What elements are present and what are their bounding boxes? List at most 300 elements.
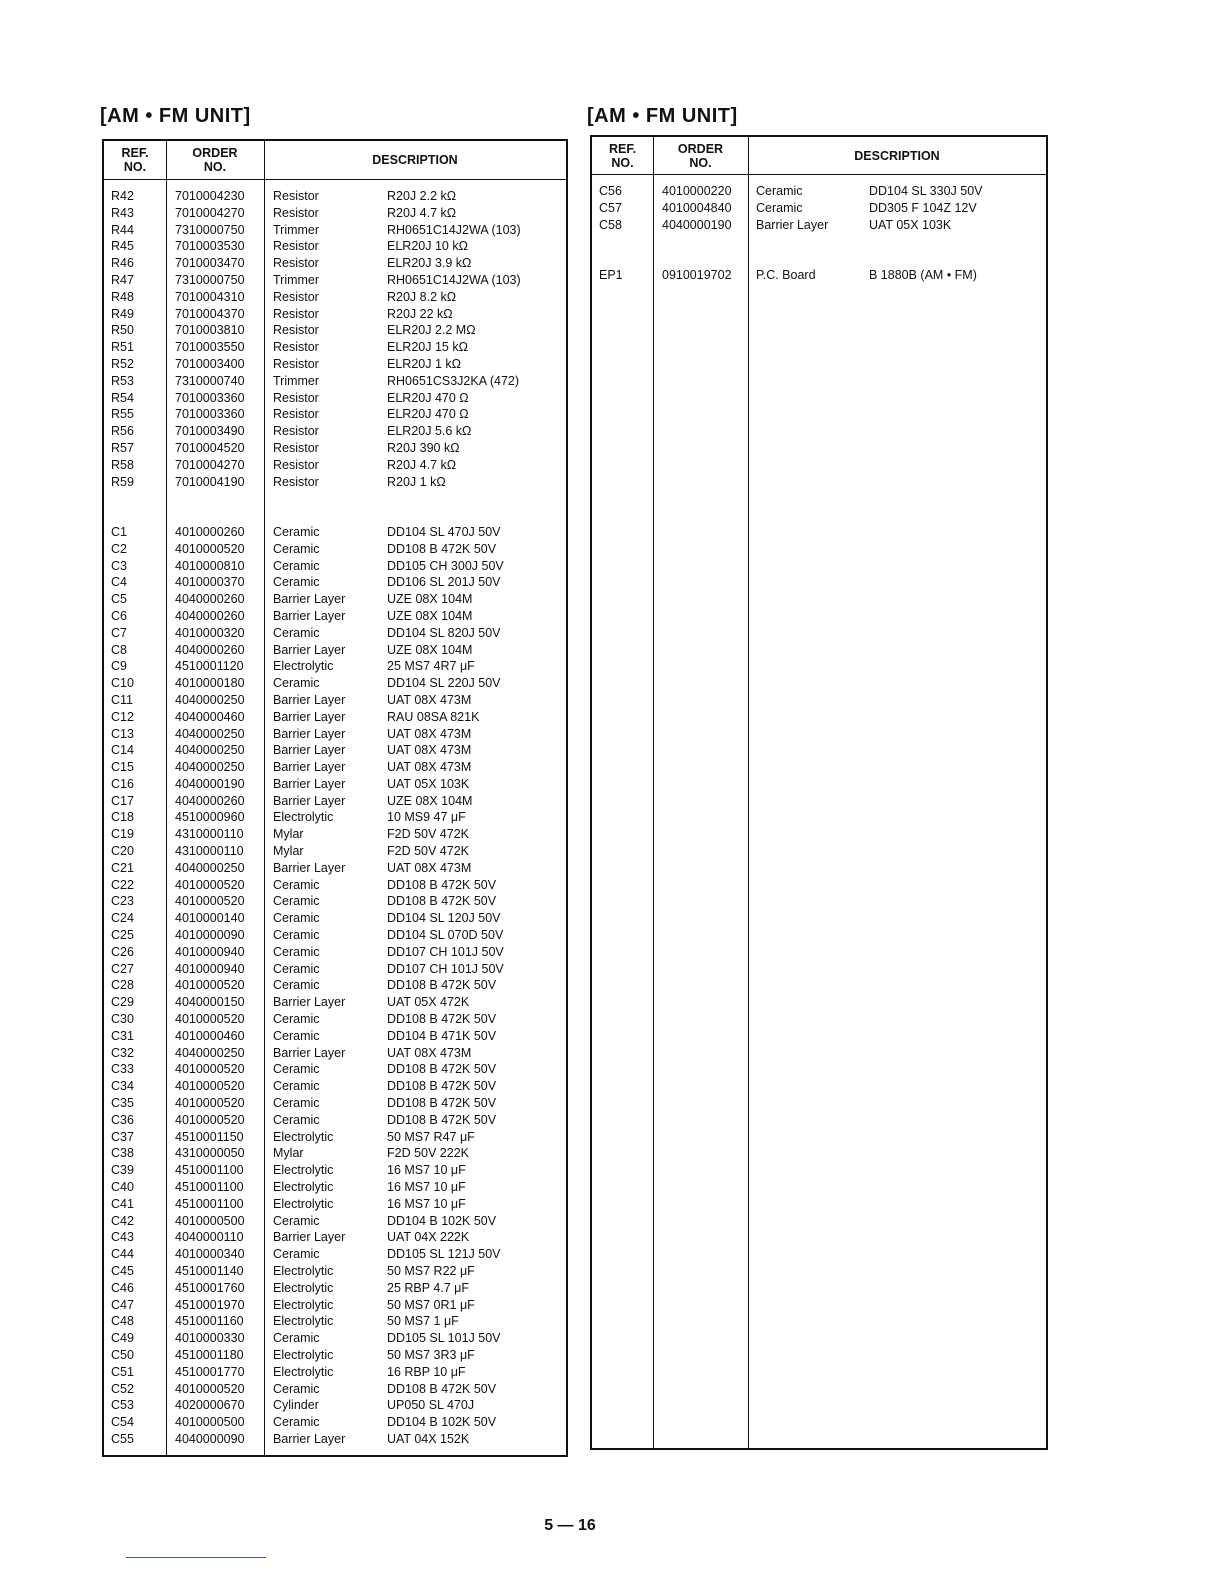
- order-no-cell: 4040000260: [175, 608, 245, 623]
- table-row: [104, 440, 566, 457]
- table-row: [104, 793, 566, 810]
- ref-no-cell: C29: [111, 995, 134, 1010]
- table-row: [104, 809, 566, 826]
- table-row: [104, 759, 566, 776]
- part-spec-cell: 10 MS9 47 μF: [387, 810, 466, 825]
- order-no-cell: 7010003810: [175, 323, 245, 338]
- part-spec-cell: R20J 8.2 kΩ: [387, 289, 457, 304]
- ref-no-cell: C14: [111, 743, 134, 758]
- ref-no-cell: C5: [111, 592, 127, 607]
- part-spec-cell: 50 MS7 0R1 μF: [387, 1297, 475, 1312]
- row-spacer: [104, 490, 566, 507]
- order-no-cell: 4010000330: [175, 1331, 245, 1346]
- table-row: [104, 322, 566, 339]
- ref-no-cell: R55: [111, 407, 134, 422]
- order-no-cell: 4510001160: [175, 1314, 244, 1329]
- ref-no-cell: C41: [111, 1196, 134, 1211]
- table-row: [104, 1145, 566, 1162]
- part-type-cell: Ceramic: [273, 1112, 320, 1127]
- part-spec-cell: UP050 SL 470J: [387, 1398, 475, 1413]
- part-type-cell: Ceramic: [756, 200, 803, 215]
- order-no-cell: 7010003550: [175, 340, 245, 355]
- part-spec-cell: DD108 B 472K 50V: [387, 894, 497, 909]
- ref-no-cell: C17: [111, 793, 134, 808]
- part-spec-cell: UAT 05X 472K: [387, 995, 470, 1010]
- table-row: [104, 1112, 566, 1129]
- part-spec-cell: DD107 CH 101J 50V: [387, 961, 504, 976]
- ref-no-cell: R53: [111, 373, 134, 388]
- table-row: [104, 1397, 566, 1414]
- part-type-cell: Resistor: [273, 306, 319, 321]
- part-type-cell: Cylinder: [273, 1398, 319, 1413]
- ref-no-cell: C6: [111, 608, 127, 623]
- table-row: [104, 642, 566, 659]
- ref-no-cell: C19: [111, 827, 134, 842]
- order-no-cell: 4040000460: [175, 709, 245, 724]
- part-type-cell: Resistor: [273, 474, 319, 489]
- ref-no-cell: C10: [111, 676, 134, 691]
- table-row: [104, 1431, 566, 1448]
- part-spec-cell: RH0651C14J2WA (103): [387, 222, 521, 237]
- order-no-cell: 4040000110: [175, 1230, 244, 1245]
- ref-no-cell: R48: [111, 289, 134, 304]
- order-no-cell: 4040000250: [175, 743, 245, 758]
- part-spec-cell: F2D 50V 472K: [387, 827, 469, 842]
- order-no-cell: 7010004230: [175, 189, 245, 203]
- table-row: [104, 373, 566, 390]
- part-spec-cell: 50 MS7 R47 μF: [387, 1129, 475, 1144]
- part-type-cell: Electrolytic: [273, 1264, 334, 1278]
- table-row: [592, 200, 1046, 217]
- part-spec-cell: R20J 22 kΩ: [387, 306, 453, 321]
- ref-no-cell: C11: [111, 692, 134, 707]
- part-spec-cell: DD108 B 472K 50V: [387, 1096, 497, 1111]
- part-spec-cell: UAT 08X 473M: [387, 860, 472, 875]
- ref-no-cell: C4: [111, 575, 127, 590]
- order-no-cell: 4010000460: [175, 1028, 245, 1043]
- part-spec-cell: DD104 SL 330J 50V: [869, 184, 983, 198]
- part-type-cell: Electrolytic: [273, 1129, 334, 1144]
- ref-no-cell: R54: [111, 390, 134, 405]
- part-spec-cell: R20J 1 kΩ: [387, 474, 446, 489]
- order-no-cell: 4510000960: [175, 810, 245, 825]
- table-row: [104, 457, 566, 474]
- part-type-cell: Electrolytic: [273, 1297, 334, 1312]
- table-row: [104, 1028, 566, 1045]
- part-spec-cell: DD108 B 472K 50V: [387, 978, 497, 993]
- ref-no-cell: C36: [111, 1112, 134, 1127]
- part-type-cell: Ceramic: [273, 625, 320, 640]
- table-row: [104, 726, 566, 743]
- order-no-cell: 7010003490: [175, 424, 245, 439]
- table-row: [104, 1213, 566, 1230]
- order-no-cell: 4010000520: [175, 978, 245, 993]
- ref-no-cell: C27: [111, 961, 134, 976]
- part-type-cell: Ceramic: [273, 575, 320, 590]
- part-type-cell: Mylar: [273, 1146, 304, 1161]
- part-spec-cell: DD104 SL 470J 50V: [387, 524, 501, 539]
- ref-no-cell: C35: [111, 1096, 134, 1111]
- table-row: [104, 574, 566, 591]
- part-spec-cell: 25 MS7 4R7 μF: [387, 659, 475, 674]
- ref-no-cell: R44: [111, 222, 134, 237]
- ref-no-cell: C37: [111, 1129, 134, 1144]
- part-spec-cell: ELR20J 5.6 kΩ: [387, 424, 472, 439]
- ref-no-cell: C22: [111, 877, 134, 892]
- part-type-cell: Barrier Layer: [273, 1431, 346, 1446]
- part-spec-cell: 50 MS7 R22 μF: [387, 1264, 475, 1278]
- table-row: [104, 1381, 566, 1398]
- part-spec-cell: DD104 B 102K 50V: [387, 1213, 497, 1228]
- order-no-cell: 4040000150: [175, 995, 245, 1010]
- ref-no-cell: C45: [111, 1264, 134, 1278]
- table-row: [104, 1129, 566, 1146]
- part-type-cell: Ceramic: [273, 1096, 320, 1111]
- order-no-cell: 4310000110: [175, 827, 244, 842]
- order-no-cell: 4040000190: [175, 776, 245, 791]
- ref-no-cell: C21: [111, 860, 134, 875]
- order-no-cell: 4040000090: [175, 1431, 245, 1446]
- table-row: [104, 1246, 566, 1263]
- part-spec-cell: UAT 08X 473M: [387, 743, 472, 758]
- table-row: [104, 893, 566, 910]
- order-no-header: ORDER NO.: [677, 141, 724, 170]
- part-type-cell: Electrolytic: [273, 1163, 334, 1178]
- part-type-cell: Resistor: [273, 323, 319, 338]
- ref-no-cell: C49: [111, 1331, 134, 1346]
- ref-no-cell: C24: [111, 911, 134, 926]
- order-no-cell: 4010000520: [175, 1112, 245, 1127]
- table-row: [104, 306, 566, 323]
- order-no-cell: 7010003470: [175, 256, 245, 271]
- table-row: [104, 977, 566, 994]
- order-no-cell: 4010000520: [175, 877, 245, 892]
- description-header: DESCRIPTION: [372, 153, 458, 167]
- part-type-cell: Barrier Layer: [273, 642, 346, 657]
- order-no-cell: 7010004270: [175, 457, 245, 472]
- part-type-cell: Electrolytic: [273, 810, 334, 825]
- order-no-cell: 4010000260: [175, 524, 245, 539]
- table-row: [104, 742, 566, 759]
- part-type-cell: Resistor: [273, 457, 319, 472]
- order-no-cell: 4510001150: [175, 1129, 244, 1144]
- part-spec-cell: DD108 B 472K 50V: [387, 1381, 497, 1396]
- ref-no-cell: C13: [111, 726, 134, 741]
- order-no-cell: 4010000520: [175, 1012, 245, 1027]
- order-no-cell: 7010003400: [175, 356, 245, 371]
- table-row: [104, 826, 566, 843]
- ref-no-cell: C32: [111, 1045, 134, 1060]
- ref-no-cell: C39: [111, 1163, 134, 1178]
- part-type-cell: Ceramic: [273, 1062, 320, 1077]
- ref-no-cell: R50: [111, 323, 134, 338]
- ref-no-cell: C54: [111, 1415, 134, 1430]
- ref-no-cell: C47: [111, 1297, 134, 1312]
- part-type-cell: Ceramic: [273, 541, 320, 556]
- part-spec-cell: UAT 08X 473M: [387, 760, 472, 775]
- order-no-cell: 4040000260: [175, 592, 245, 607]
- part-spec-cell: RAU 08SA 821K: [387, 709, 480, 724]
- ref-no-cell: C12: [111, 709, 134, 724]
- part-spec-cell: UAT 08X 473M: [387, 692, 472, 707]
- part-type-cell: Electrolytic: [273, 1196, 334, 1211]
- order-no-cell: 4010000090: [175, 928, 245, 943]
- ref-no-cell: C26: [111, 944, 134, 959]
- part-type-cell: Ceramic: [273, 961, 320, 976]
- ref-no-cell: C15: [111, 760, 134, 775]
- table-row: [104, 558, 566, 575]
- table-row: [104, 339, 566, 356]
- part-type-cell: Barrier Layer: [273, 776, 346, 791]
- part-spec-cell: UZE 08X 104M: [387, 793, 473, 808]
- part-type-cell: Ceramic: [273, 1381, 320, 1396]
- ref-no-cell: C25: [111, 928, 134, 943]
- part-type-cell: Resistor: [273, 424, 319, 439]
- part-spec-cell: RH0651CS3J2KA (472): [387, 373, 520, 388]
- ref-no-cell: C9: [111, 659, 127, 674]
- ref-no-header: REF. NO.: [608, 141, 637, 170]
- order-no-cell: 4310000110: [175, 844, 244, 859]
- table-row: [104, 1347, 566, 1364]
- table-row: [104, 776, 566, 793]
- part-type-cell: Resistor: [273, 205, 319, 220]
- order-no-cell: 7310000750: [175, 222, 245, 237]
- ref-no-cell: C44: [111, 1247, 134, 1262]
- table-row: [104, 1229, 566, 1246]
- order-no-cell: 4010000340: [175, 1247, 245, 1262]
- order-no-cell: 4010000940: [175, 961, 245, 976]
- order-no-cell: 4510001180: [175, 1347, 244, 1362]
- ref-no-cell: C48: [111, 1314, 134, 1329]
- table-row: [104, 675, 566, 692]
- left-rows: [104, 188, 566, 1448]
- part-spec-cell: F2D 50V 222K: [387, 1146, 469, 1161]
- part-spec-cell: DD108 B 472K 50V: [387, 541, 497, 556]
- ref-no-cell: R49: [111, 306, 134, 321]
- order-no-cell: 4510001970: [175, 1297, 245, 1312]
- table-row: [104, 994, 566, 1011]
- part-type-cell: Mylar: [273, 844, 304, 859]
- table-row: [104, 1162, 566, 1179]
- order-no-cell: 4010000520: [175, 541, 245, 556]
- order-no-cell: 4010000500: [175, 1213, 245, 1228]
- part-type-cell: Barrier Layer: [273, 860, 346, 875]
- part-spec-cell: 50 MS7 1 μF: [387, 1314, 459, 1329]
- order-no-cell: 4510001100: [175, 1180, 244, 1195]
- ref-no-header: REF. NO.: [121, 146, 149, 174]
- part-spec-cell: UAT 05X 103K: [869, 217, 952, 232]
- ref-no-cell: R43: [111, 205, 134, 220]
- part-type-cell: Ceramic: [273, 894, 320, 909]
- part-type-cell: Ceramic: [273, 911, 320, 926]
- row-spacer: [592, 233, 1046, 250]
- order-no-cell: 4010000500: [175, 1415, 245, 1430]
- ref-no-cell: C18: [111, 810, 134, 825]
- part-spec-cell: UZE 08X 104M: [387, 642, 473, 657]
- order-no-cell: 4040000250: [175, 860, 245, 875]
- order-no-cell: 4510001760: [175, 1280, 245, 1295]
- part-spec-cell: 16 MS7 10 μF: [387, 1180, 466, 1195]
- order-no-cell: 4010000520: [175, 1062, 245, 1077]
- right-rows: [592, 183, 1046, 284]
- part-spec-cell: ELR20J 1 kΩ: [387, 356, 461, 371]
- part-spec-cell: 16 MS7 10 μF: [387, 1163, 466, 1178]
- table-row: [104, 1061, 566, 1078]
- part-type-cell: Barrier Layer: [273, 608, 346, 623]
- table-row: [104, 541, 566, 558]
- part-spec-cell: ELR20J 3.9 kΩ: [387, 256, 472, 271]
- ref-no-cell: C52: [111, 1381, 134, 1396]
- table-row: [104, 1078, 566, 1095]
- part-spec-cell: R20J 4.7 kΩ: [387, 205, 457, 220]
- table-row: [104, 692, 566, 709]
- ref-no-cell: R46: [111, 256, 134, 271]
- order-no-cell: 7010004370: [175, 306, 245, 321]
- table-row: [104, 961, 566, 978]
- order-no-cell: 4010000320: [175, 625, 245, 640]
- part-spec-cell: DD104 B 102K 50V: [387, 1415, 497, 1430]
- table-row: [104, 524, 566, 541]
- ref-no-cell: C57: [599, 200, 622, 215]
- order-no-cell: 7010004190: [175, 474, 245, 489]
- ref-no-cell: C31: [111, 1028, 134, 1043]
- table-row: [104, 1095, 566, 1112]
- table-row: [104, 1364, 566, 1381]
- part-type-cell: P.C. Board: [756, 267, 816, 282]
- part-type-cell: Electrolytic: [273, 1347, 334, 1362]
- part-type-cell: Barrier Layer: [756, 217, 829, 232]
- part-type-cell: Resistor: [273, 356, 319, 371]
- part-spec-cell: F2D 50V 472K: [387, 844, 469, 859]
- table-row: [104, 843, 566, 860]
- table-row: [104, 1196, 566, 1213]
- part-spec-cell: ELR20J 10 kΩ: [387, 239, 468, 254]
- table-row: [104, 1011, 566, 1028]
- part-type-cell: Ceramic: [273, 1331, 320, 1346]
- ref-no-cell: R47: [111, 272, 134, 287]
- part-type-cell: Resistor: [273, 390, 319, 405]
- part-spec-cell: DD108 B 472K 50V: [387, 1079, 497, 1094]
- part-spec-cell: UAT 08X 473M: [387, 726, 472, 741]
- part-spec-cell: DD108 B 472K 50V: [387, 877, 497, 892]
- part-type-cell: Electrolytic: [273, 1180, 334, 1195]
- ref-no-cell: C56: [599, 184, 622, 198]
- part-spec-cell: DD305 F 104Z 12V: [869, 200, 977, 215]
- ref-no-cell: C8: [111, 642, 127, 657]
- part-type-cell: Trimmer: [273, 373, 320, 388]
- part-spec-cell: ELR20J 470 Ω: [387, 407, 469, 422]
- part-type-cell: Barrier Layer: [273, 743, 346, 758]
- ref-no-cell: C40: [111, 1180, 134, 1195]
- order-no-cell: 4010000140: [175, 911, 245, 926]
- ref-no-cell: C2: [111, 541, 127, 556]
- table-row: [104, 625, 566, 642]
- part-type-cell: Barrier Layer: [273, 709, 346, 724]
- order-no-cell: 4040000250: [175, 726, 245, 741]
- order-no-cell: 4510001100: [175, 1196, 244, 1211]
- table-row: [104, 1179, 566, 1196]
- part-spec-cell: B 1880B (AM • FM): [869, 267, 977, 282]
- table-row: [104, 205, 566, 222]
- part-spec-cell: ELR20J 15 kΩ: [387, 340, 468, 355]
- table-row: [104, 238, 566, 255]
- part-spec-cell: RH0651C14J2WA (103): [387, 272, 521, 287]
- table-row: [104, 1045, 566, 1062]
- order-no-cell: 4040000250: [175, 692, 245, 707]
- ref-no-cell: C51: [111, 1364, 134, 1379]
- table-row: [104, 709, 566, 726]
- order-no-cell: 7010004310: [175, 289, 245, 304]
- part-type-cell: Barrier Layer: [273, 1045, 346, 1060]
- order-no-cell: 7010004520: [175, 440, 245, 455]
- order-no-cell: 4010000180: [175, 676, 245, 691]
- part-type-cell: Ceramic: [273, 524, 320, 539]
- order-no-cell: 4040000260: [175, 642, 245, 657]
- right-section-title: [AM • FM UNIT]: [587, 105, 738, 127]
- part-type-cell: Electrolytic: [273, 1280, 334, 1295]
- part-spec-cell: 16 MS7 10 μF: [387, 1196, 466, 1211]
- part-type-cell: Mylar: [273, 827, 304, 842]
- right-parts-table: [590, 135, 1048, 1450]
- order-no-header: ORDER NO.: [192, 146, 238, 174]
- order-no-cell: 4040000190: [662, 217, 732, 232]
- ref-no-cell: R59: [111, 474, 134, 489]
- table-row: [592, 267, 1046, 284]
- table-row: [104, 860, 566, 877]
- ref-no-cell: C1: [111, 524, 127, 539]
- table-row: [104, 1297, 566, 1314]
- table-row: [104, 910, 566, 927]
- ref-no-cell: C42: [111, 1213, 134, 1228]
- footer-rule: [126, 1557, 266, 1558]
- order-no-cell: 4010000520: [175, 1079, 245, 1094]
- ref-no-cell: C33: [111, 1062, 134, 1077]
- order-no-cell: 4010000520: [175, 1381, 245, 1396]
- table-row: [104, 1414, 566, 1431]
- part-spec-cell: DD105 SL 121J 50V: [387, 1247, 501, 1262]
- ref-no-cell: C34: [111, 1079, 134, 1094]
- part-spec-cell: R20J 2.2 kΩ: [387, 189, 457, 203]
- order-no-cell: 4040000260: [175, 793, 245, 808]
- order-no-cell: 4510001120: [175, 659, 244, 674]
- part-spec-cell: R20J 4.7 kΩ: [387, 457, 457, 472]
- description-header: DESCRIPTION: [854, 148, 940, 163]
- part-type-cell: Resistor: [273, 239, 319, 254]
- part-spec-cell: 50 MS7 3R3 μF: [387, 1347, 475, 1362]
- order-no-cell: 4010000370: [175, 575, 245, 590]
- left-parts-table: [102, 139, 568, 1457]
- part-type-cell: Electrolytic: [273, 1364, 334, 1379]
- part-spec-cell: UZE 08X 104M: [387, 608, 473, 623]
- ref-no-cell: C58: [599, 217, 622, 232]
- order-no-cell: 4010000520: [175, 1096, 245, 1111]
- ref-no-cell: C46: [111, 1280, 134, 1295]
- order-no-cell: 7010003530: [175, 239, 245, 254]
- table-row: [104, 1330, 566, 1347]
- part-type-cell: Ceramic: [273, 1079, 320, 1094]
- order-no-cell: 0910019702: [662, 267, 732, 282]
- order-no-cell: 4040000250: [175, 760, 245, 775]
- part-spec-cell: R20J 390 kΩ: [387, 440, 460, 455]
- part-type-cell: Barrier Layer: [273, 692, 346, 707]
- part-type-cell: Resistor: [273, 340, 319, 355]
- part-type-cell: Barrier Layer: [273, 1230, 346, 1245]
- ref-no-cell: C16: [111, 776, 134, 791]
- order-no-cell: 4010000220: [662, 184, 732, 198]
- table-row: [104, 658, 566, 675]
- part-spec-cell: UZE 08X 104M: [387, 592, 473, 607]
- ref-no-cell: C55: [111, 1431, 134, 1446]
